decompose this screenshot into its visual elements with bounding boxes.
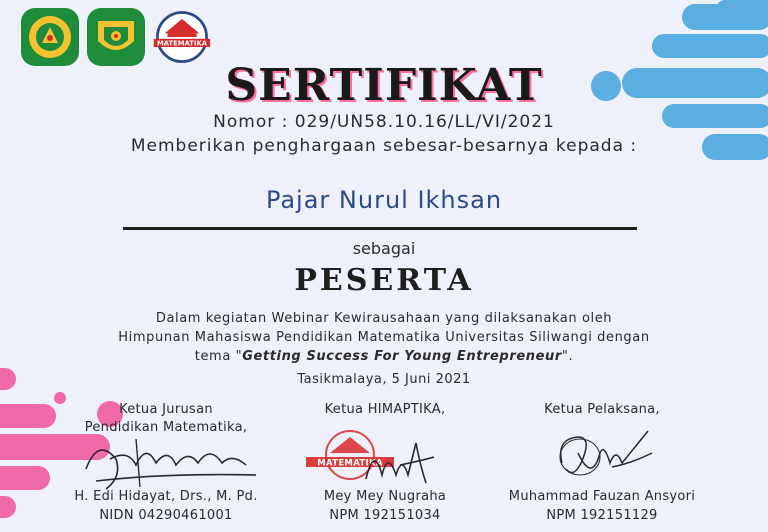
signatory-role: Ketua Jurusan — [119, 402, 213, 417]
signatory-id: NPM 192151129 — [546, 508, 658, 523]
university-logo — [20, 7, 80, 67]
description-suffix: ". — [561, 349, 574, 364]
certificate-number: Nomor : 029/UN58.10.16/LL/VI/2021 — [213, 112, 555, 132]
event-description — [0, 309, 768, 366]
signatory-name: Mey Mey Nugraha — [323, 489, 447, 504]
as-label: sebagai — [352, 239, 416, 258]
signatory-id: NPM 192151034 — [329, 508, 441, 523]
signatory-role: Ketua Pelaksana, — [544, 402, 660, 417]
signature-1 — [76, 429, 266, 497]
event-theme: Getting Success For Young Entrepreneur — [242, 349, 562, 364]
signatory-himaptika-chair — [290, 401, 480, 531]
description-prefix: tema " — [194, 349, 243, 364]
certificate-intro: Memberikan penghargaan sebesar-besarnya kepada : — [130, 136, 638, 156]
university-logo-2 — [86, 7, 146, 67]
description-line-3 — [0, 347, 768, 366]
himaptika-logo — [152, 7, 212, 67]
description-line-2: Himpunan Mahasiswa Pendidikan Matematika Universitas Siliwangi dengan — [118, 330, 650, 345]
himaptika-logo-text: MATEMATIKA — [157, 39, 207, 48]
logo-row — [20, 7, 212, 67]
signatory-department-head — [66, 401, 266, 531]
signature-3 — [552, 423, 662, 491]
signatory-event-chair — [502, 401, 702, 531]
participant-role: PESERTA — [294, 263, 474, 298]
stamp-text: MATEMATIKA — [317, 458, 383, 469]
certificate-title: SERTIFIKAT — [225, 60, 543, 111]
signature-2 — [360, 435, 440, 491]
signatory-name: Muhammad Fauzan Ansyori — [508, 489, 696, 504]
signatory-name: H. Edi Hidayat, Drs., M. Pd. — [74, 489, 258, 504]
place-date: Tasikmalaya, 5 Juni 2021 — [297, 372, 471, 387]
signatory-role: Ketua HIMAPTIKA, — [324, 402, 446, 417]
signatory-id: NIDN 04290461001 — [99, 508, 233, 523]
description-line-1: Dalam kegiatan Webinar Kewirausahaan yang dilaksanakan oleh — [155, 311, 613, 326]
name-underline — [123, 227, 637, 230]
signatory-role-2: Pendidikan Matematika, — [84, 420, 248, 435]
recipient-name: Pajar Nurul Ikhsan — [265, 186, 503, 214]
